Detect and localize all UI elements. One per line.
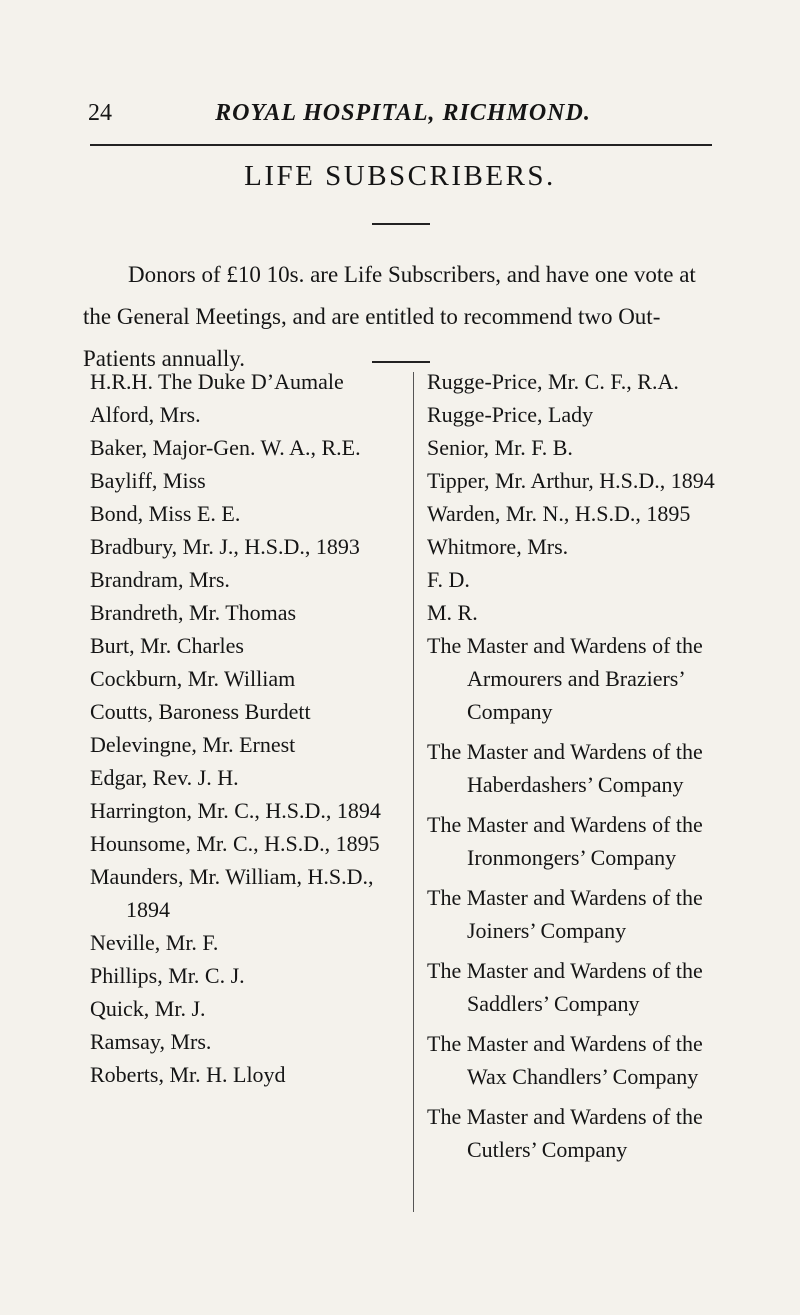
subscriber-entry: Edgar, Rev. J. H.	[90, 765, 239, 790]
subscriber-entry: Delevingne, Mr. Ernest	[90, 732, 296, 757]
running-head	[88, 100, 718, 132]
subscriber-entry: M. R.	[427, 600, 478, 625]
subscriber-entry: Bayliff, Miss	[90, 468, 206, 493]
company-entry: The Master and Wardens of the Cutlers’ Company	[427, 1104, 703, 1162]
subscriber-entry: Rugge-Price, Lady	[427, 402, 594, 427]
company-entry: The Master and Wardens of the Ironmongers’ Company	[427, 812, 703, 870]
subscriber-entry: Tipper, Mr. Arthur, H.S.D., 1894	[427, 468, 715, 493]
subscriber-entry: F. D.	[427, 567, 470, 592]
subscriber-entry: Ramsay, Mrs.	[90, 1029, 212, 1054]
subscriber-entry: Phillips, Mr. C. J.	[90, 963, 245, 988]
left-column	[90, 365, 410, 1091]
subscriber-entry: Cockburn, Mr. William	[90, 666, 296, 691]
subscriber-entry: Brandreth, Mr. Thomas	[90, 600, 297, 625]
intro-rule	[372, 361, 430, 363]
section-title: LIFE SUBSCRIBERS.	[244, 160, 556, 192]
subscriber-entry: Senior, Mr. F. B.	[427, 435, 573, 460]
subscriber-entry: H.R.H. The Duke D’Aumale	[90, 369, 344, 394]
company-entry: The Master and Wardens of the Joiners’ Company	[427, 885, 703, 943]
subscriber-entry: Rugge-Price, Mr. C. F., R.A.	[427, 369, 679, 394]
company-entry: The Master and Wardens of the Haberdashers’ Company	[427, 739, 703, 797]
subscriber-entry: Whitmore, Mrs.	[427, 534, 569, 559]
company-entry: The Master and Wardens of the Wax Chandlers’ Company	[427, 1031, 703, 1089]
subscriber-entry: Neville, Mr. F.	[90, 930, 219, 955]
company-entry: The Master and Wardens of the Saddlers’ Company	[427, 958, 703, 1016]
subscriber-entry: Brandram, Mrs.	[90, 567, 230, 592]
subscriber-entry: Roberts, Mr. H. Lloyd	[90, 1062, 286, 1087]
header-rule	[90, 144, 712, 146]
page-number: 24	[88, 100, 112, 126]
subscriber-entry: Harrington, Mr. C., H.S.D., 1894	[90, 798, 381, 823]
company-entry: The Master and Wardens of the Armourers and Braziers’ Company	[427, 633, 703, 724]
subscriber-entry: Maunders, Mr. William, H.S.D., 1894	[90, 864, 374, 922]
subscriber-entry: Coutts, Baroness Burdett	[90, 699, 311, 724]
subscriber-entry: Alford, Mrs.	[90, 402, 201, 427]
subscriber-entry: Hounsome, Mr. C., H.S.D., 1895	[90, 831, 380, 856]
title-rule	[372, 223, 430, 225]
subscriber-entry: Quick, Mr. J.	[90, 996, 206, 1021]
subscriber-entry: Baker, Major-Gen. W. A., R.E.	[90, 435, 361, 460]
column-divider	[413, 372, 414, 1212]
subscriber-entry: Bradbury, Mr. J., H.S.D., 1893	[90, 534, 360, 559]
running-title: ROYAL HOSPITAL, RICHMOND.	[215, 100, 591, 126]
right-column	[427, 365, 747, 1173]
subscriber-entry: Burt, Mr. Charles	[90, 633, 244, 658]
subscriber-entry: Bond, Miss E. E.	[90, 501, 241, 526]
intro-text: Donors of £10 10s. are Life Subscribers, and have one vote at the General Meetings, and are entitled to recommend two Out-Patients annually.	[83, 262, 696, 371]
subscriber-entry: Warden, Mr. N., H.S.D., 1895	[427, 501, 691, 526]
